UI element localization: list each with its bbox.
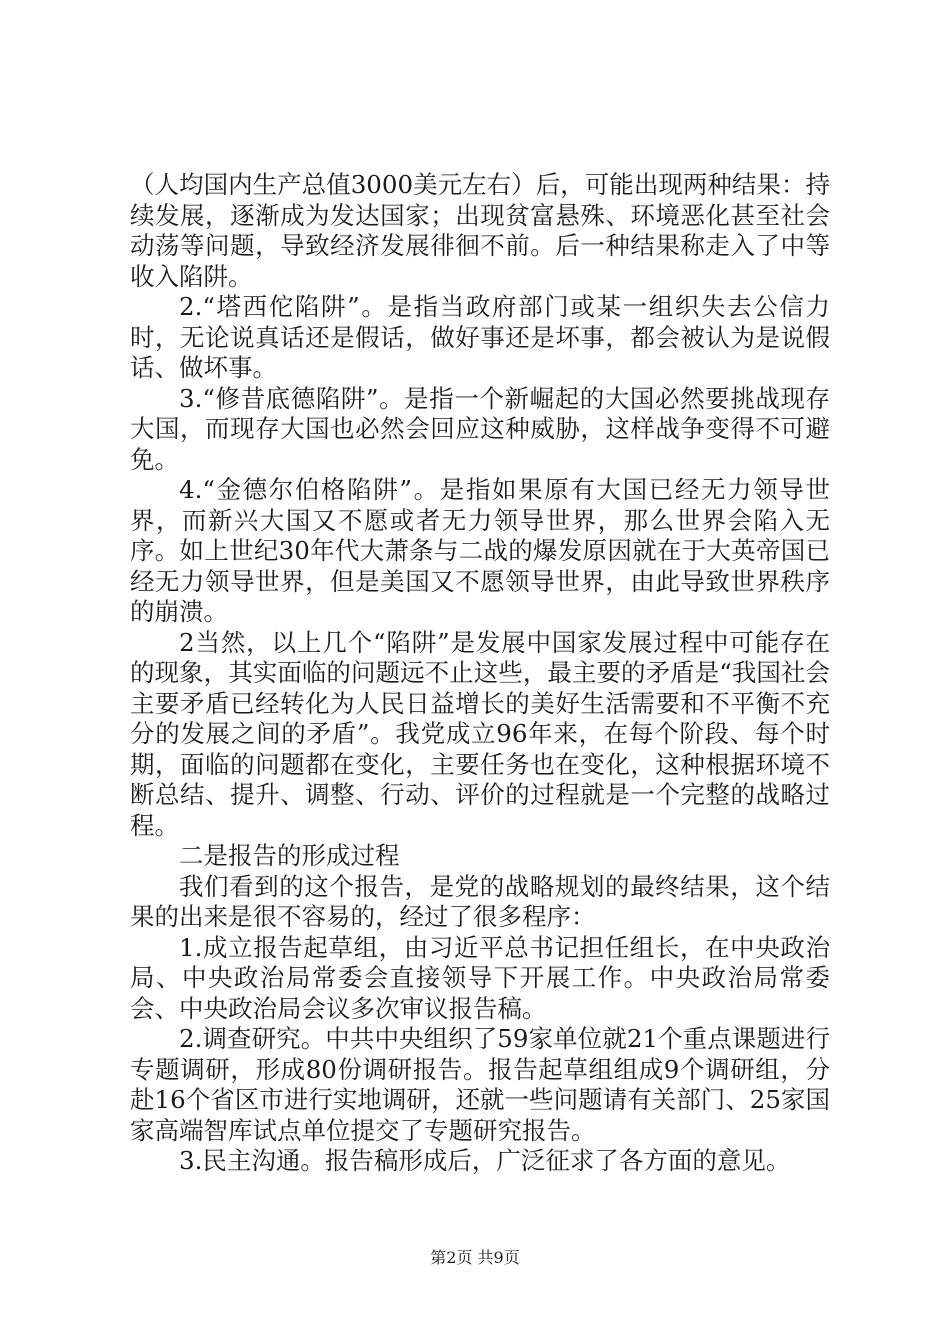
paragraph-4: 4.“金德尔伯格陷阱”。是指如果原有大国已经无力领导世界，而新兴大国又不愿或者无力领导世界，那么世界会陷入无序。如上世纪30年代大萧条与二战的爆发原因就在于大英帝国已经无力领导世界，但是美国又不愿领导世界，由此导致世界秩序的崩溃。 xyxy=(130,475,830,626)
paragraph-10: 3.民主沟通。报告稿形成后，广泛征求了各方面的意见。 xyxy=(179,1146,791,1175)
paragraph-9: 2.调查研究。中共中央组织了59家单位就21个重点课题进行专题调研，形成80份调研报告。报告起草组组成9个调研组，分赴16个省区市进行实地调研，还就一些问题请有关部门、25家国家高端智库试点单位提交了专题研究报告。 xyxy=(130,1024,830,1145)
page-footer: 第2页 共9页 xyxy=(430,1248,520,1267)
paragraph-8: 1.成立报告起草组，由习近平总书记担任组长，在中央政治局、中央政治局常委会直接领导下开展工作。中央政治局常委会、中央政治局会议多次审议报告稿。 xyxy=(130,932,830,1023)
paragraph-2: 2.“塔西佗陷阱”。是指当政府部门或某一组织失去公信力时，无论说真话还是假话，做好事还是坏事，都会被认为是说假话、做坏事。 xyxy=(130,292,830,382)
section-heading: 二是报告的形成过程 xyxy=(179,841,400,870)
paragraph-1: （人均国内生产总值3000美元左右）后，可能出现两种结果：持续发展，逐渐成为发达国家；出现贫富悬殊、环境恶化甚至社会动荡等问题，导致经济发展徘徊不前。后一种结果称走入了中等收入陷阱。 xyxy=(130,170,830,291)
document-body xyxy=(130,170,830,1177)
paragraph-7: 我们看到的这个报告，是党的战略规划的最终结果，这个结果的出来是很不容易的，经过了很多程序： xyxy=(130,871,830,931)
paragraph-5: 2当然，以上几个“陷阱”是发展中国家发展过程中可能存在的现象，其实面临的问题远不止这些，最主要的矛盾是“我国社会主要矛盾已经转化为人民日益增长的美好生活需要和不平衡不充分的发展之间的矛盾”。我党成立96年来，在每个阶段、每个时期，面临的问题都在变化，主要任务也在变化，这种根据环境不断总结、提升、调整、行动、评价的过程就是一个完整的战略过程。 xyxy=(130,627,830,840)
paragraph-3: 3.“修昔底德陷阱”。是指一个新崛起的大国必然要挑战现存大国，而现存大国也必然会回应这种威胁，这样战争变得不可避免。 xyxy=(130,383,830,474)
